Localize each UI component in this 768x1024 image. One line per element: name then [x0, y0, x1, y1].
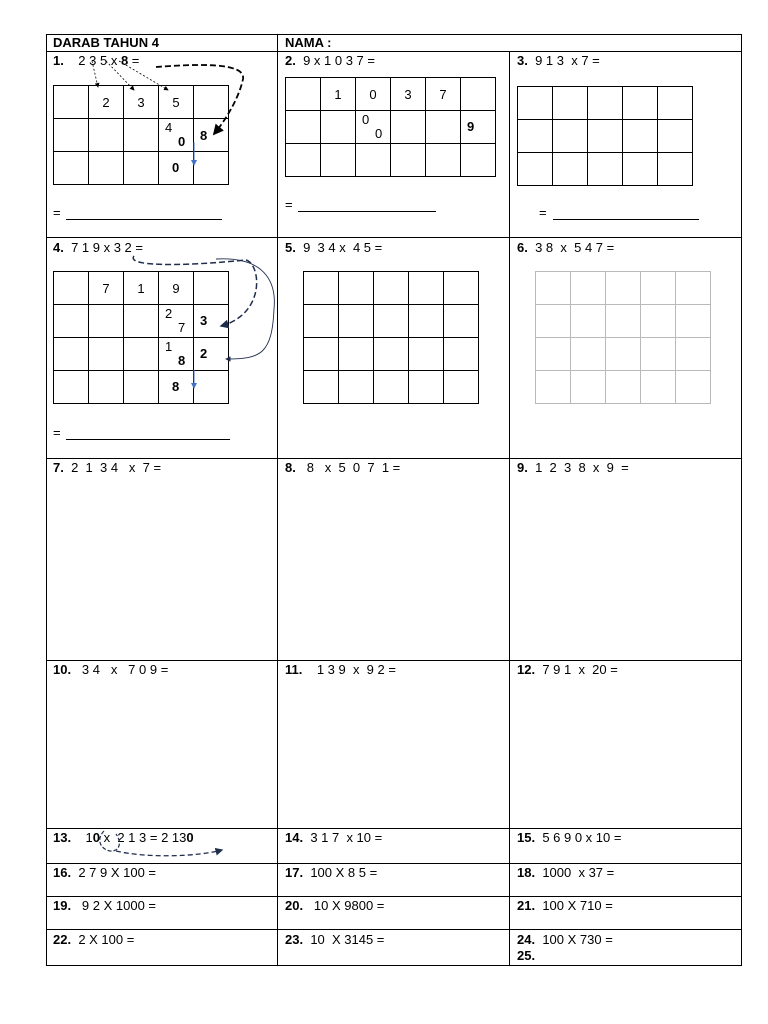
question-24: 24. 100 X 730 =	[517, 932, 613, 947]
question-15: 15. 5 6 9 0 x 10 =	[517, 830, 622, 845]
answer-3: =	[539, 205, 547, 220]
divider	[509, 51, 510, 966]
question-20: 20. 10 X 9800 =	[285, 898, 385, 913]
question-16: 16. 2 7 9 X 100 =	[53, 865, 157, 880]
question-25: 25.	[517, 948, 536, 963]
divider	[46, 863, 742, 864]
question-6-grid	[535, 271, 711, 404]
question-6: 6. 3 8 x 5 4 7 =	[517, 240, 615, 255]
question-9: 9. 1 2 3 8 x 9 =	[517, 460, 629, 475]
divider	[46, 896, 742, 897]
question-1-grid: 2 3 5 4 0 8 0	[53, 85, 229, 185]
answer-4: =	[53, 425, 61, 440]
divider	[46, 458, 742, 459]
question-17: 17. 100 X 8 5 =	[285, 865, 378, 880]
name-label: NAMA :	[285, 35, 332, 50]
divider	[46, 51, 742, 52]
question-5-grid	[303, 271, 479, 404]
question-13: 13. 10 x 2 1 3 = 2 130	[53, 830, 194, 845]
answer-line-4[interactable]	[66, 438, 230, 440]
question-2-grid: 1 0 3 7 0 0 9	[285, 77, 496, 177]
question-5: 5. 9 3 4 x 4 5 =	[285, 240, 383, 255]
divider	[46, 237, 742, 238]
question-1: 1. 2 3 5 x 8 =	[53, 53, 140, 68]
question-3: 3. 9 1 3 x 7 =	[517, 53, 600, 68]
divider	[46, 660, 742, 661]
question-12: 12. 7 9 1 x 20 =	[517, 662, 618, 677]
question-18: 18. 1000 x 37 =	[517, 865, 615, 880]
question-4-grid: 7 1 9 2 7 3 1 8 2 8	[53, 271, 229, 404]
worksheet	[46, 34, 742, 966]
question-3-grid	[517, 86, 693, 186]
divider	[46, 929, 742, 930]
question-8: 8. 8 x 5 0 7 1 =	[285, 460, 401, 475]
divider	[46, 828, 742, 829]
question-11: 11. 1 3 9 x 9 2 =	[285, 662, 396, 677]
answer-line-3[interactable]	[553, 218, 699, 220]
question-7: 7. 2 1 3 4 x 7 =	[53, 460, 162, 475]
question-10: 10. 3 4 x 7 0 9 =	[53, 662, 169, 677]
question-2: 2. 9 x 1 0 3 7 =	[285, 53, 375, 68]
question-21: 21. 100 X 710 =	[517, 898, 613, 913]
question-14: 14. 3 1 7 x 10 =	[285, 830, 383, 845]
question-23: 23. 10 X 3145 =	[285, 932, 385, 947]
question-22: 22. 2 X 100 =	[53, 932, 135, 947]
divider	[277, 34, 278, 966]
worksheet-title: DARAB TAHUN 4	[53, 35, 159, 50]
question-19: 19. 9 2 X 1000 =	[53, 898, 157, 913]
question-4: 4. 7 1 9 x 3 2 =	[53, 240, 143, 255]
answer-2: =	[285, 197, 293, 212]
answer-1: =	[53, 205, 61, 220]
answer-line-1[interactable]	[66, 218, 222, 220]
answer-line-2[interactable]	[298, 210, 436, 212]
